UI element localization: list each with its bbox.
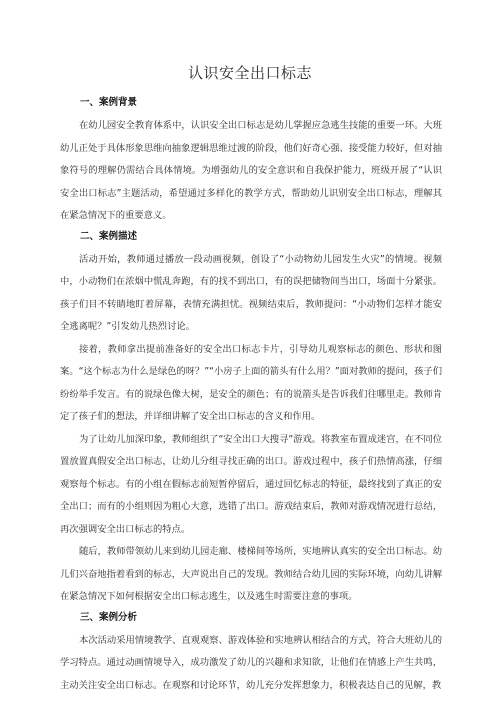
paragraph-analysis-1: 本次活动采用情境教学、直观观察、游戏体验和实地辨认相结合的方式，符合大班幼儿的学习特点。通过动画情境导入，成功激发了幼儿的兴趣和求知欲，让他们在情感上产生共鸣，主动关注安全出口标志。在观察和讨论环节，幼儿充分发挥想象力，积极表达自己的见解，教 <box>60 634 442 691</box>
paragraph-description-2: 接着，教师拿出提前准备好的安全出口标志卡片，引导幼儿观察标志的颜色、形状和图案。“这个标志为什么是绿色的呀？”“小房子上面的箭头有什么用？”面对教师的提问，孩子们纷纷举手发言。有的说绿色像大树，是安全的颜色；有的说箭头是告诉我们往哪里走。教师肯定了孩子们的想法，并详细讲解了安全出口标志的含义和作用。 <box>60 343 442 422</box>
section-heading-analysis: 三、案例分析 <box>80 611 138 623</box>
document-title: 认识安全出口标志 <box>187 64 312 82</box>
paragraph-background-1: 在幼儿园安全教育体系中，认识安全出口标志是幼儿掌握应急逃生技能的重要一环。大班幼儿正处于具体形象思维向抽象逻辑思维过渡的阶段，他们好奇心强、接受能力较好，但对抽象符号的理解仍需结合具体情境。为增强幼儿的安全意识和自我保护能力，班级开展了“认识安全出口标志”主题活动，希望通过多样化的教学方式，帮助幼儿识别安全出口标志，理解其在紧急情况下的重要意义。 <box>60 120 442 221</box>
section-heading-description: 二、案例描述 <box>80 230 138 242</box>
paragraph-description-3: 为了让幼儿加深印象，教师组织了“安全出口大搜寻”游戏。将教室布置成迷宫，在不同位置放置真假安全出口标志，让幼儿分组寻找正确的出口。游戏过程中，孩子们热情高涨，仔细观察每个标志。有的小组在假标志前短暂停留后，通过回忆标志的特征，最终找到了真正的安全出口；而有的小组则因为粗心大意，选错了出口。游戏结束后，教师对游戏情况进行总结，再次强调安全出口标志的特点。 <box>60 433 442 535</box>
paragraph-description-1: 活动开始，教师通过播放一段动画视频，创设了“小动物幼儿园发生火灾”的情境。视频中，小动物们在浓烟中慌乱奔跑，有的找不到出口，有的误把储物间当出口，场面十分紧张。孩子们目不转睛地盯着屏幕，表情充满担忧。视频结束后，教师提问：“小动物们怎样才能安全逃离呢？”引发幼儿热烈讨论。 <box>60 253 442 332</box>
document-body <box>60 96 442 697</box>
paragraph-description-4: 随后，教师带领幼儿来到幼儿园走廊、楼梯间等场所，实地辨认真实的安全出口标志。幼儿们兴奋地指着看到的标志，大声说出自己的发现。教师结合幼儿园的实际环境，向幼儿讲解在紧急情况下如何根据安全出口标志逃生，以及逃生时需要注意的事项。 <box>60 546 442 602</box>
section-heading-background: 一、案例背景 <box>80 97 138 108</box>
